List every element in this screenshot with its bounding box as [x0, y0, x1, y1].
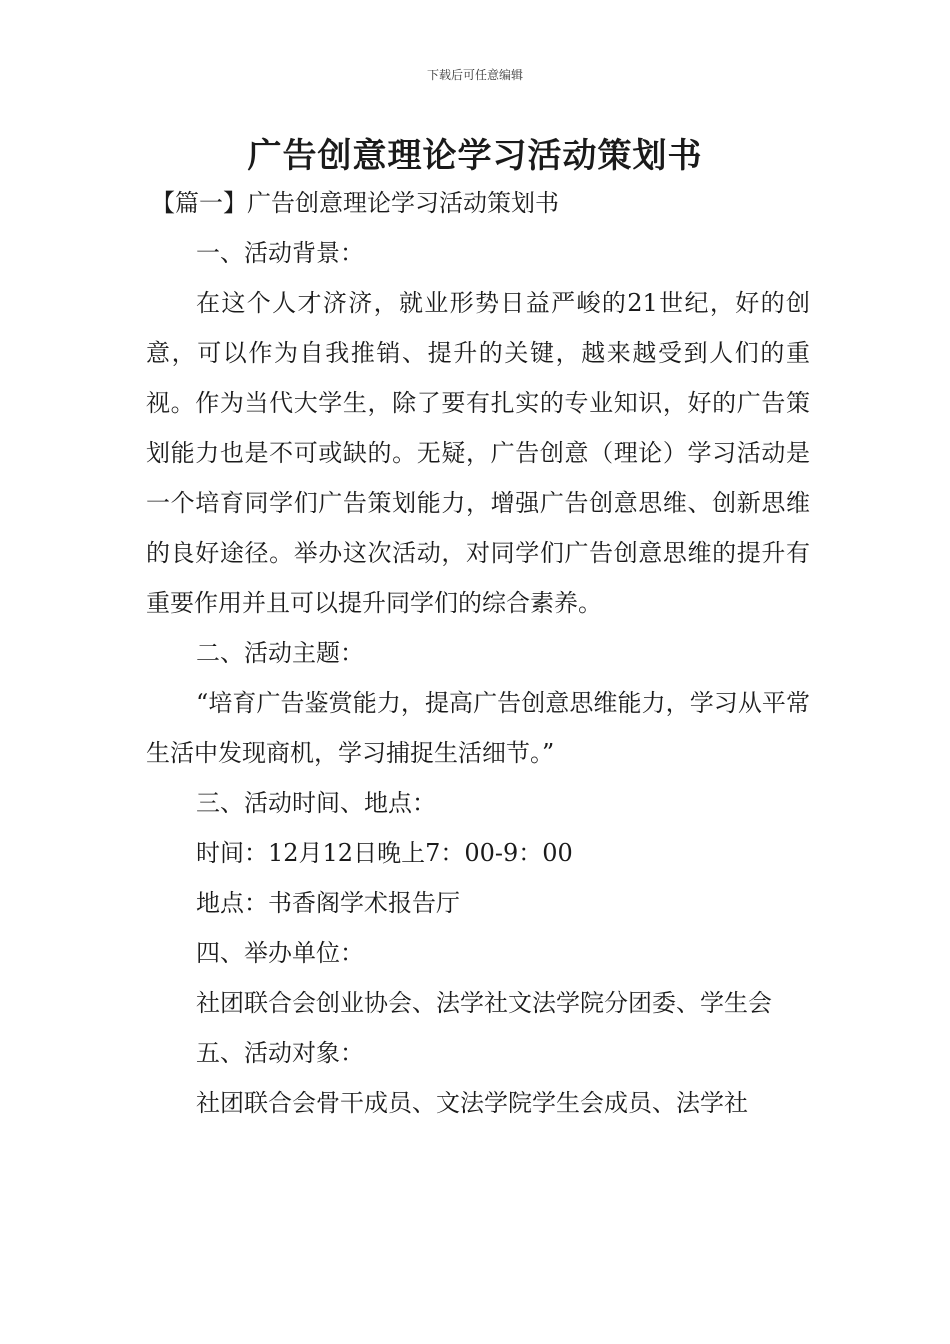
- document-body: [146, 178, 810, 1128]
- section-heading-time-place: 三、活动时间、地点：: [196, 789, 436, 817]
- section-heading-organizers: 四、举办单位：: [196, 939, 364, 967]
- document-title: 广告创意理论学习活动策划书: [247, 136, 703, 176]
- section-heading-audience: 五、活动对象：: [196, 1039, 364, 1067]
- header-note: 下载后可任意编辑: [426, 68, 523, 82]
- event-place: 地点：书香阁学术报告厅: [196, 889, 460, 917]
- document-subtitle: 【篇一】广告创意理论学习活动策划书: [151, 189, 559, 217]
- event-time: 时间：12月12日晚上7：00-9：00: [196, 839, 573, 867]
- section-heading-theme: 二、活动主题：: [196, 639, 364, 667]
- section-body-background: 在这个人才济济，就业形势日益严峻的21世纪，好的创意，可以作为自我推销、提升的关键，越来越受到人们的重视。作为当代大学生，除了要有扎实的专业知识，好的广告策划能力也是不可或缺的。无疑，广告创意（理论）学习活动是一个培育同学们广告策划能力，增强广告创意思维、创新思维的良好途径。举办这次活动，对同学们广告创意思维的提升有重要作用并且可以提升同学们的综合素养。: [146, 289, 810, 617]
- section-body-theme: “培育广告鉴赏能力，提高广告创意思维能力，学习从平常生活中发现商机，学习捕捉生活细节。”: [146, 689, 810, 767]
- section-heading-background: 一、活动背景：: [196, 239, 364, 267]
- section-body-audience: 社团联合会骨干成员、文法学院学生会成员、法学社: [196, 1089, 748, 1117]
- section-body-organizers: 社团联合会创业协会、法学社文法学院分团委、学生会: [196, 989, 772, 1017]
